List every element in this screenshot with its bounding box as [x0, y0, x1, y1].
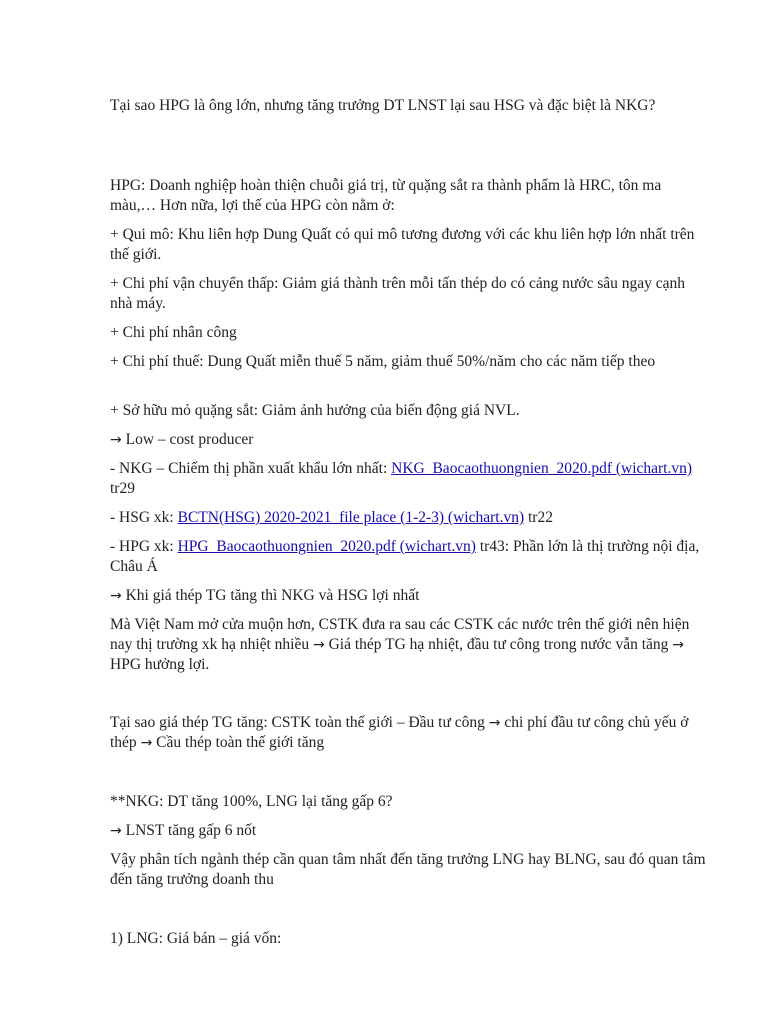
point-tax: + Chi phí thuế: Dung Quất miễn thuế 5 năm, giảm thuế 50%/năm cho các năm tiếp theo	[110, 353, 656, 370]
nkg-question: **NKG: DT tăng 100%, LNG lại tăng gấp 6?	[110, 793, 393, 810]
point-scale: + Qui mô: Khu liên hợp Dung Quất có qui mô tương đương với các khu liên hợp lớn nhất trên thế giới.	[110, 226, 695, 263]
why-price-text-2: chi phí đầu tư công chủ yếu ở thép	[110, 714, 689, 751]
benefit-conclusion	[110, 586, 710, 606]
hsg-export-line	[110, 508, 710, 528]
why-price-text-1: Tại sao giá thép TG tăng: CSTK toàn thế giới – Đầu tư công	[110, 714, 489, 731]
arrow-right-icon: →	[313, 637, 325, 653]
benefit-text: Khi giá thép TG tăng thì NKG và HSG lợi nhất	[125, 587, 420, 604]
nkg-report-link[interactable]: NKG_Baocaothuongnien_2020.pdf (wichart.vn)	[391, 460, 693, 477]
why-price-paragraph	[110, 713, 710, 753]
why-price-text-3: Cầu thép toàn thế giới tăng	[152, 734, 325, 751]
arrow-right-icon: →	[672, 637, 685, 653]
hsg-page-ref: tr22	[524, 509, 553, 526]
vietnam-text-3: HPG hưởng lợi.	[110, 656, 210, 673]
vietnam-text-1: Mà Việt Nam mở cửa muộn hơn, CSTK đưa ra sau các CSTK các nước trên thế giới nên hiện nay thị trường xk hạ nhiệt nhiều	[110, 616, 690, 653]
nkg-page-ref: tr29	[110, 480, 135, 497]
question-hpg-growth: Tại sao HPG là ông lớn, nhưng tăng trưởng DT LNST lại sau HSG và đặc biệt là NKG?	[110, 97, 656, 114]
analysis-paragraph: Vậy phân tích ngành thép cần quan tâm nhất đến tăng trưởng LNG hay BLNG, sau đó quan tâm đến tăng trưởng doanh thu	[110, 851, 706, 888]
lng-heading: 1) LNG: Giá bán – giá vốn:	[110, 930, 282, 947]
lnst-conclusion	[110, 821, 710, 841]
hpg-export-prefix: - HPG xk:	[110, 538, 178, 555]
hpg-page-ref: tr43: Phần lớn là thị trường nội địa, Châu Á	[110, 538, 700, 575]
hpg-report-link[interactable]: HPG_Baocaothuongnien_2020.pdf (wichart.vn)	[177, 538, 476, 555]
low-cost-conclusion	[110, 430, 710, 450]
arrow-right-icon: →	[488, 715, 501, 731]
hpg-intro: HPG: Doanh nghiệp hoàn thiện chuỗi giá trị, từ quặng sắt ra thành phẩm là HRC, tôn ma màu,… Hơn nữa, lợi thế của HPG còn nằm ở:	[110, 177, 662, 214]
lnst-text: LNST tăng gấp 6 nốt	[125, 822, 257, 839]
vietnam-paragraph	[110, 615, 710, 675]
hpg-export-line	[110, 537, 710, 577]
arrow-right-icon: →	[110, 823, 122, 839]
hsg-report-link[interactable]: BCTN(HSG) 2020-2021_file place (1-2-3) (wichart.vn)	[177, 509, 525, 526]
low-cost-text: Low – cost producer	[125, 431, 254, 448]
arrow-right-icon: →	[110, 588, 122, 604]
nkg-export-line	[110, 459, 710, 499]
point-transport: + Chi phí vận chuyển thấp: Giảm giá thành trên mỗi tấn thép do có cảng nước sâu ngay cạnh nhà máy.	[110, 275, 686, 312]
vietnam-text-2: Giá thép TG hạ nhiệt, đầu tư công trong nước vẫn tăng	[324, 636, 673, 653]
hsg-export-prefix: - HSG xk:	[110, 509, 178, 526]
point-mine: + Sở hữu mỏ quặng sắt: Giảm ảnh hưởng của biến động giá NVL.	[110, 402, 520, 419]
nkg-export-prefix: - NKG – Chiếm thị phần xuất khẩu lớn nhất:	[110, 460, 392, 477]
point-labor: + Chi phí nhân công	[110, 324, 237, 341]
arrow-right-icon: →	[140, 735, 153, 751]
arrow-right-icon: →	[110, 432, 122, 448]
